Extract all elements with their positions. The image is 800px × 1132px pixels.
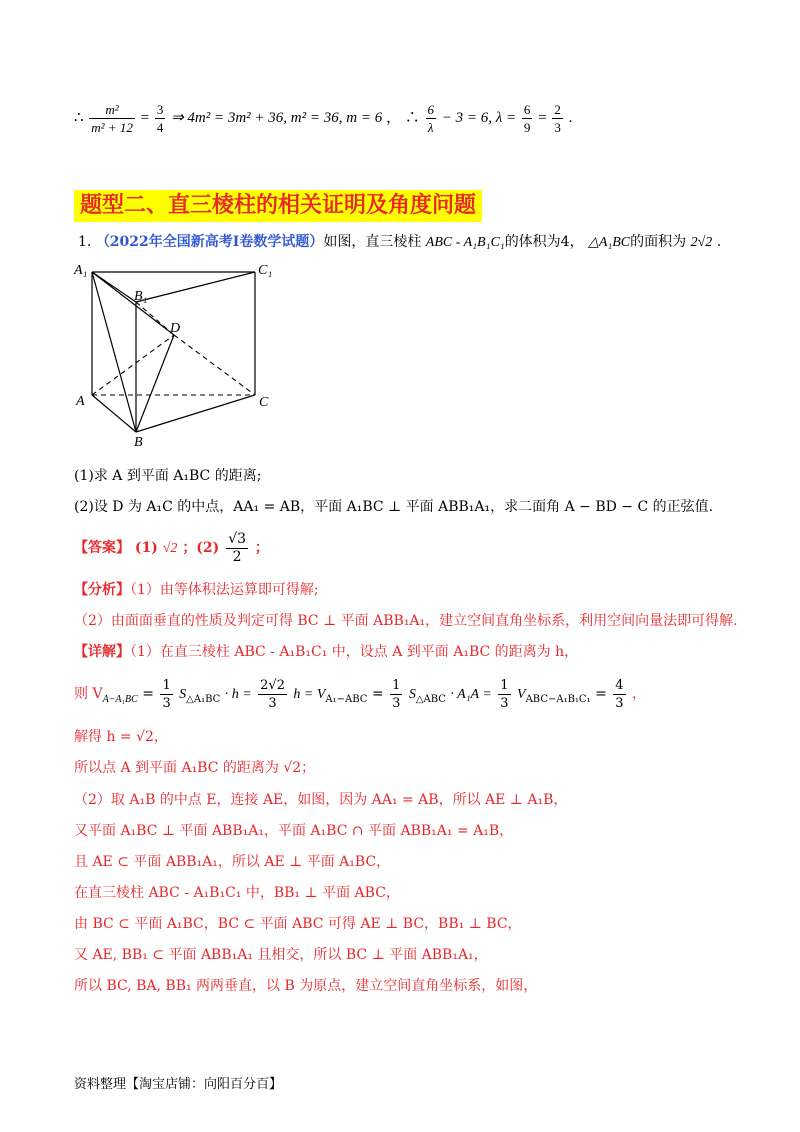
label-b1: B₁ — [134, 289, 148, 304]
detail-volume-equation: 则 $V_{A-A_1BC}$ = $\frac{1}{3}$ $S_{\triangle A_1BC} \cdot h$ = $\frac{2√2}{3}$ $h = V_{A_1-ABC}$ = $\frac{1}{3}$ $S_{\triangle ABC} \cdot A_1A$ = $\frac{1}{3}$ $V_{ABC-A_1B_1C_1}$ = $\frac{4}{3}$ ， — [74, 677, 646, 711]
problem-statement: 1. （2022年全国新高考Ⅰ卷数学试题）如图，直三棱柱 ABC - A₁B₁C₁的体积为4， △A₁BC的面积为 2√2 . — [78, 234, 722, 250]
fraction-2-3: $\frac{2}{3}$ — [554, 102, 561, 136]
detail-line-11: 所以 BC, BA, BB₁ 两两垂直，以 B 为原点，建立空间直角坐标系，如图， — [74, 978, 538, 994]
equation-lambda: − 3 = 6, λ = — [441, 110, 517, 126]
answer-label: 【答案】 — [74, 540, 130, 556]
detail-line-1: 【详解】（1）在直三棱柱 ABC - A₁B₁C₁ 中，设点 A 到平面 A₁BC 的距离为 h， — [74, 644, 579, 660]
edge-d-b — [136, 335, 174, 432]
problem-source: （2022年全国新高考Ⅰ卷数学试题） — [95, 234, 324, 250]
page-footer: 资料整理【淘宝店铺：向阳百分百】 — [74, 1077, 283, 1092]
label-c1: C₁ — [258, 263, 273, 278]
detail-line-5: （2）取 A₁B 的中点 E，连接 AE，如图，因为 AA₁ = AB，所以 AE ⊥ A₁B， — [74, 792, 568, 808]
detail-line-8: 在直三棱柱 ABC - A₁B₁C₁ 中，BB₁ ⊥ 平面 ABC， — [74, 885, 400, 901]
question-1: (1)求 A 到平面 A₁BC 的距离; — [74, 468, 262, 484]
fraction-6-9: $\frac{6}{9}$ — [523, 102, 531, 136]
answer-line: 【答案】 (1) √2 ；(2) $\frac{√3}{2}$ ； — [74, 530, 269, 565]
prism-figure — [70, 262, 280, 452]
fraction-3-4: $\frac{3}{4}$ — [156, 102, 164, 136]
analysis-line-1: 【分析】（1）由等体积法运算即可得解; — [74, 582, 319, 598]
edge-a-b — [92, 395, 136, 432]
fraction-6-lambda: $\frac{6}{\lambda}$ — [427, 102, 434, 136]
equation-m-solution: ⇒ 4m² = 3m² + 36, m² = 36, m = 6 — [171, 110, 383, 126]
detail-line-7: 且 AE ⊂ 平面 ABB₁A₁，所以 AE ⊥ 平面 A₁BC， — [74, 854, 391, 870]
edge-b-c — [136, 395, 255, 432]
detail-line-3: 解得 h = √2， — [74, 729, 168, 745]
problem-number: 1. — [78, 234, 92, 250]
fraction-m2-over-m2plus12: $\frac{\text{m²}}{\text{m² + 12}}$ — [91, 102, 133, 136]
therefore-symbol: ∴ — [74, 110, 84, 126]
detail-line-10: 又 AE, BB₁ ⊂ 平面 ABB₁A₁ 且相交，所以 BC ⊥ 平面 ABB₁A₁， — [74, 947, 488, 963]
label-a: A — [76, 394, 85, 409]
label-d: D — [170, 321, 181, 336]
section-title: 题型二、直三棱柱的相关证明及角度问题 — [74, 190, 482, 222]
label-b: B — [134, 435, 143, 450]
edge-a1-b — [92, 272, 136, 432]
answer-2-fraction: $\frac{√3}{2}$ — [228, 530, 247, 565]
edge-b1-c1 — [136, 272, 255, 302]
top-formula-line: ∴ $\frac{\text{m²}}{\text{m² + 12}}$ = $\frac{3}{4}$ ⇒ 4m² = 3m² + 36, m² = 36, m = 6 ， ∴ $\frac{6}{\lambda}$ − 3 = 6, λ = $\frac{6}{9}$ = $\frac{2}{3}$ . — [74, 102, 573, 136]
detail-line-9: 由 BC ⊂ 平面 A₁BC，BC ⊂ 平面 ABC 可得 AE ⊥ BC，BB₁ ⊥ BC， — [74, 916, 522, 932]
dashed-d-c — [174, 335, 255, 395]
label-c: C — [259, 395, 269, 410]
question-2: (2)设 D 为 A₁C 的中点，AA₁ = AB，平面 A₁BC ⊥ 平面 ABB₁A₁，求二面角 A − BD − C 的正弦值. — [74, 499, 714, 515]
edge-a1-d — [92, 272, 174, 335]
analysis-line-2: （2）由面面垂直的性质及判定可得 BC ⊥ 平面 ABB₁A₁，建立空间直角坐标系，利用空间向量法即可得解. — [74, 613, 738, 629]
detail-line-4: 所以点 A 到平面 A₁BC 的距离为 √2； — [74, 760, 316, 776]
detail-label: 【详解】 — [74, 644, 130, 660]
detail-line-6: 又平面 A₁BC ⊥ 平面 ABB₁A₁，平面 A₁BC ∩ 平面 ABB₁A₁ = A₁B， — [74, 823, 514, 839]
answer-1-value: √2 — [162, 541, 178, 556]
analysis-label: 【分析】 — [74, 582, 130, 598]
label-a1: A₁ — [74, 263, 88, 278]
